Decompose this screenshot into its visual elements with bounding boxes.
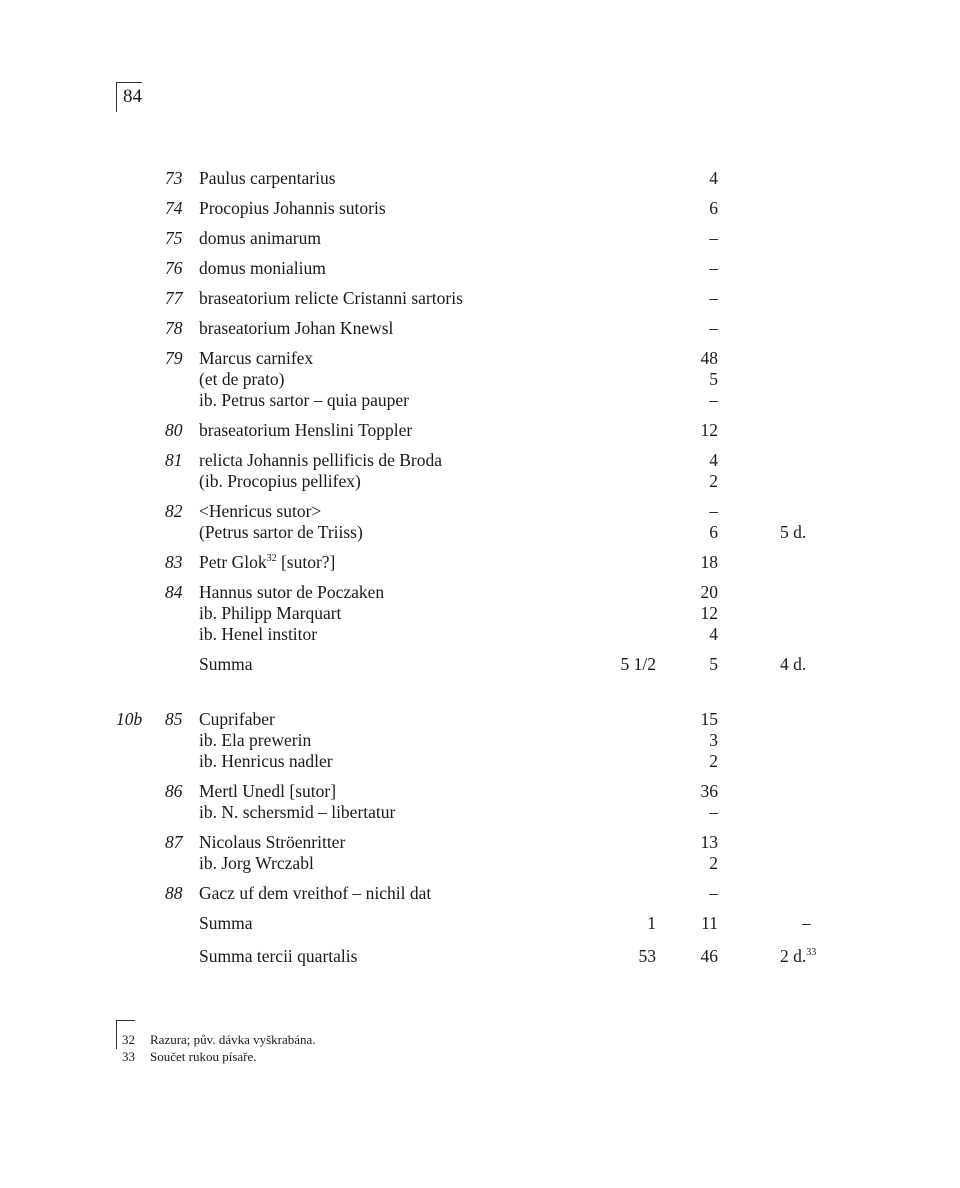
entry-number: 83 bbox=[165, 552, 183, 572]
entry-name bbox=[199, 832, 345, 853]
amount-value: 18 bbox=[700, 552, 718, 572]
entry-name-text: Summa bbox=[199, 654, 253, 674]
entry-line bbox=[0, 198, 960, 219]
amount-value: 36 bbox=[700, 781, 718, 801]
amount-value: 5 bbox=[709, 654, 718, 674]
entry-number: 84 bbox=[165, 582, 183, 602]
amount-value: – bbox=[709, 258, 718, 278]
entry-number: 74 bbox=[165, 198, 183, 218]
amount-c2 bbox=[701, 603, 719, 624]
amount-value: 2 bbox=[709, 751, 718, 771]
summa-row bbox=[0, 946, 960, 967]
entry-name bbox=[199, 288, 463, 309]
entry-name-text: Cuprifaber bbox=[199, 709, 275, 729]
amount-c2 bbox=[709, 751, 718, 772]
entry-name bbox=[199, 802, 395, 823]
entry-name bbox=[199, 168, 336, 189]
amount-c2 bbox=[709, 730, 718, 751]
entry-line bbox=[0, 832, 960, 853]
ledger-entry bbox=[0, 582, 960, 645]
amount-value: 6 bbox=[709, 198, 718, 218]
entry-name bbox=[199, 471, 361, 492]
amount-value: 48 bbox=[700, 348, 718, 368]
amount-c2 bbox=[701, 552, 719, 573]
amount-value: 11 bbox=[701, 913, 718, 933]
entry-name-text: Marcus carnifex bbox=[199, 348, 314, 368]
amount-c2 bbox=[701, 420, 719, 441]
entry-name bbox=[199, 624, 317, 645]
amount-c2 bbox=[709, 522, 718, 543]
entry-line bbox=[0, 318, 960, 339]
entry-number: 80 bbox=[165, 420, 183, 440]
entry-name-text: braseatorium Johan Knewsl bbox=[199, 318, 394, 338]
entry-name-text: braseatorium relicte Cristanni sartoris bbox=[199, 288, 463, 308]
footnote-number: 33 bbox=[122, 1049, 135, 1064]
amount-c1 bbox=[621, 654, 657, 675]
entry-number: 77 bbox=[165, 288, 183, 308]
entry-line bbox=[0, 883, 960, 904]
amount-value: – bbox=[709, 501, 718, 521]
entry-name bbox=[199, 522, 363, 543]
ledger-entry bbox=[0, 420, 960, 441]
amount-value: 20 bbox=[700, 582, 718, 602]
summa-row bbox=[0, 913, 960, 934]
entry-line bbox=[0, 582, 960, 603]
entry-name bbox=[199, 781, 336, 802]
entry-name-text: domus monialium bbox=[199, 258, 326, 278]
amount-value: 3 bbox=[709, 730, 718, 750]
entry-name bbox=[199, 501, 321, 522]
entry-name-text: Mertl Unedl [sutor] bbox=[199, 781, 337, 801]
ledger-entry bbox=[0, 228, 960, 249]
ledger-entry bbox=[0, 348, 960, 411]
amount-c2 bbox=[709, 288, 718, 309]
amount-c2 bbox=[701, 348, 719, 369]
entry-line bbox=[0, 288, 960, 309]
entry-name bbox=[199, 654, 252, 675]
ledger-entry bbox=[0, 552, 960, 573]
entry-name bbox=[199, 853, 314, 874]
entry-number: 85 bbox=[165, 709, 183, 729]
amount-value: – bbox=[802, 913, 811, 933]
amount-value: 5 bbox=[709, 369, 718, 389]
entry-line bbox=[0, 730, 960, 751]
footnote-text: Součet rukou písaře. bbox=[150, 1049, 257, 1064]
entry-name bbox=[199, 369, 285, 390]
ledger-entry bbox=[0, 288, 960, 309]
entry-number: 73 bbox=[165, 168, 183, 188]
amount-value: 13 bbox=[700, 832, 718, 852]
entry-name-text: Paulus carpentarius bbox=[199, 168, 336, 188]
amount-value: – bbox=[709, 883, 718, 903]
amount-value: 4 bbox=[709, 168, 718, 188]
entry-name bbox=[199, 751, 333, 772]
amount-value: 12 bbox=[700, 420, 718, 440]
amount-c2 bbox=[709, 853, 718, 874]
entry-name-text: Summa tercii quartalis bbox=[199, 946, 358, 966]
amount-value: 1 bbox=[647, 913, 656, 933]
entry-name-text: ib. Jorg Wrczabl bbox=[199, 853, 314, 873]
entry-name bbox=[199, 318, 393, 339]
summa-row bbox=[0, 654, 960, 675]
entry-line bbox=[0, 471, 960, 492]
ledger-entry bbox=[0, 198, 960, 219]
entry-line bbox=[0, 709, 960, 730]
amount-c2 bbox=[701, 709, 719, 730]
entry-line bbox=[0, 168, 960, 189]
entry-name-text: relicta Johannis pellificis de Broda bbox=[199, 450, 442, 470]
amount-value: 2 bbox=[709, 853, 718, 873]
entry-name-text: (et de prato) bbox=[199, 369, 285, 389]
amount-c3 bbox=[802, 913, 811, 934]
entry-line bbox=[0, 603, 960, 624]
entry-name bbox=[199, 228, 321, 249]
amount-c2 bbox=[709, 471, 718, 492]
ledger-entry bbox=[0, 318, 960, 339]
amount-c2 bbox=[701, 913, 718, 934]
amount-c2 bbox=[701, 832, 719, 853]
amount-value: 5 d. bbox=[780, 522, 807, 542]
entry-number: 86 bbox=[165, 781, 183, 801]
entry-line bbox=[0, 654, 960, 675]
entry-line bbox=[0, 390, 960, 411]
entry-name bbox=[199, 709, 275, 730]
entry-line bbox=[0, 946, 960, 967]
amount-c2 bbox=[701, 582, 719, 603]
amount-c2 bbox=[709, 228, 718, 249]
entry-name-text: (Petrus sartor de Triiss) bbox=[199, 522, 363, 542]
amount-value: 53 bbox=[638, 946, 656, 966]
entry-name bbox=[199, 420, 412, 441]
entry-name bbox=[199, 946, 357, 967]
entry-line bbox=[0, 501, 960, 522]
amount-c2 bbox=[709, 369, 718, 390]
amount-value: 4 bbox=[709, 450, 718, 470]
entry-line bbox=[0, 624, 960, 645]
entry-name-suffix: [sutor?] bbox=[276, 552, 336, 572]
entry-name bbox=[199, 348, 313, 369]
entry-name bbox=[199, 450, 442, 471]
amount-c3 bbox=[780, 654, 806, 675]
entry-name bbox=[199, 552, 335, 573]
footnote-text: Razura; pův. dávka vyškrabána. bbox=[150, 1032, 316, 1047]
entry-name-text: Petr Glok bbox=[199, 552, 267, 572]
entry-name-text: ib. Philipp Marquart bbox=[199, 603, 342, 623]
amount-c2 bbox=[709, 258, 718, 279]
entry-name bbox=[199, 582, 384, 603]
entry-number: 82 bbox=[165, 501, 183, 521]
entry-number: 78 bbox=[165, 318, 183, 338]
entry-name bbox=[199, 198, 386, 219]
amount-value: – bbox=[709, 228, 718, 248]
amount-value: 5 1/2 bbox=[620, 654, 656, 674]
entry-line bbox=[0, 258, 960, 279]
entry-name bbox=[199, 730, 311, 751]
amount-c2 bbox=[701, 946, 719, 967]
entry-line bbox=[0, 781, 960, 802]
footnote-number: 32 bbox=[122, 1032, 135, 1047]
entry-number: 81 bbox=[165, 450, 183, 470]
amount-value: 12 bbox=[700, 603, 718, 623]
entry-name-text: braseatorium Henslini Toppler bbox=[199, 420, 413, 440]
amount-c2 bbox=[709, 168, 718, 189]
entry-name-text: <Henricus sutor> bbox=[199, 501, 322, 521]
amount-c2 bbox=[709, 802, 718, 823]
entry-line bbox=[0, 913, 960, 934]
amount-value: – bbox=[709, 802, 718, 822]
entry-line bbox=[0, 751, 960, 772]
entry-number: 88 bbox=[165, 883, 183, 903]
entry-line bbox=[0, 802, 960, 823]
ledger-entry bbox=[0, 258, 960, 279]
amount-value: – bbox=[709, 390, 718, 410]
amount-c2 bbox=[701, 781, 719, 802]
ledger-entry bbox=[0, 450, 960, 492]
entry-line bbox=[0, 369, 960, 390]
entry-name-text: Gacz uf dem vreithof – nichil dat bbox=[199, 883, 432, 903]
folio-marker: 10b bbox=[116, 709, 143, 729]
tax-ledger bbox=[0, 168, 960, 979]
amount-c1 bbox=[639, 946, 657, 967]
entry-line bbox=[0, 522, 960, 543]
amount-c3 bbox=[780, 522, 806, 543]
entry-name bbox=[199, 883, 431, 904]
entry-number: 79 bbox=[165, 348, 183, 368]
amount-c2 bbox=[709, 501, 718, 522]
entry-line bbox=[0, 853, 960, 874]
ledger-entry bbox=[0, 168, 960, 189]
entry-name bbox=[199, 258, 326, 279]
entry-line bbox=[0, 450, 960, 471]
entry-name bbox=[199, 603, 341, 624]
page-number: 84 bbox=[116, 82, 142, 112]
amount-c2 bbox=[709, 318, 718, 339]
entry-name bbox=[199, 913, 252, 934]
ledger-entry bbox=[0, 832, 960, 874]
amount-c3 bbox=[780, 946, 816, 967]
entry-name-text: Nicolaus Ströenritter bbox=[199, 832, 346, 852]
entry-line bbox=[0, 228, 960, 249]
entry-number: 87 bbox=[165, 832, 183, 852]
amount-c2 bbox=[709, 883, 718, 904]
footnote-ref: 33 bbox=[806, 947, 817, 958]
amount-c1 bbox=[647, 913, 656, 934]
amount-value: – bbox=[709, 318, 718, 338]
entry-name-text: ib. Henel institor bbox=[199, 624, 318, 644]
ledger-entry bbox=[0, 709, 960, 772]
amount-c2 bbox=[709, 654, 718, 675]
amount-value: 2 d. bbox=[780, 946, 807, 966]
amount-c2 bbox=[709, 450, 718, 471]
entry-name-text: ib. Henricus nadler bbox=[199, 751, 333, 771]
amount-value: 4 bbox=[709, 624, 718, 644]
entry-name-text: ib. Petrus sartor – quia pauper bbox=[199, 390, 409, 410]
amount-value: – bbox=[709, 288, 718, 308]
amount-c2 bbox=[709, 390, 718, 411]
ledger-entry bbox=[0, 501, 960, 543]
amount-value: 15 bbox=[700, 709, 718, 729]
entry-line bbox=[0, 348, 960, 369]
entry-number: 75 bbox=[165, 228, 183, 248]
entry-name-text: ib. Ela prewerin bbox=[199, 730, 312, 750]
entry-name bbox=[199, 390, 409, 411]
amount-c2 bbox=[709, 198, 718, 219]
amount-value: 46 bbox=[700, 946, 718, 966]
entry-line bbox=[0, 552, 960, 573]
amount-value: 6 bbox=[709, 522, 718, 542]
entry-name-text: Hannus sutor de Poczaken bbox=[199, 582, 385, 602]
footnote-ref: 32 bbox=[266, 553, 277, 564]
entry-name-text: Procopius Johannis sutoris bbox=[199, 198, 386, 218]
ledger-entry bbox=[0, 781, 960, 823]
entry-number: 76 bbox=[165, 258, 183, 278]
amount-value: 4 d. bbox=[780, 654, 807, 674]
entry-name-text: ib. N. schersmid – libertatur bbox=[199, 802, 396, 822]
ledger-entry bbox=[0, 883, 960, 904]
entry-line bbox=[0, 420, 960, 441]
entry-name-text: Summa bbox=[199, 913, 253, 933]
amount-c2 bbox=[709, 624, 718, 645]
entry-name-text: (ib. Procopius pellifex) bbox=[199, 471, 361, 491]
amount-value: 2 bbox=[709, 471, 718, 491]
entry-name-text: domus animarum bbox=[199, 228, 321, 248]
